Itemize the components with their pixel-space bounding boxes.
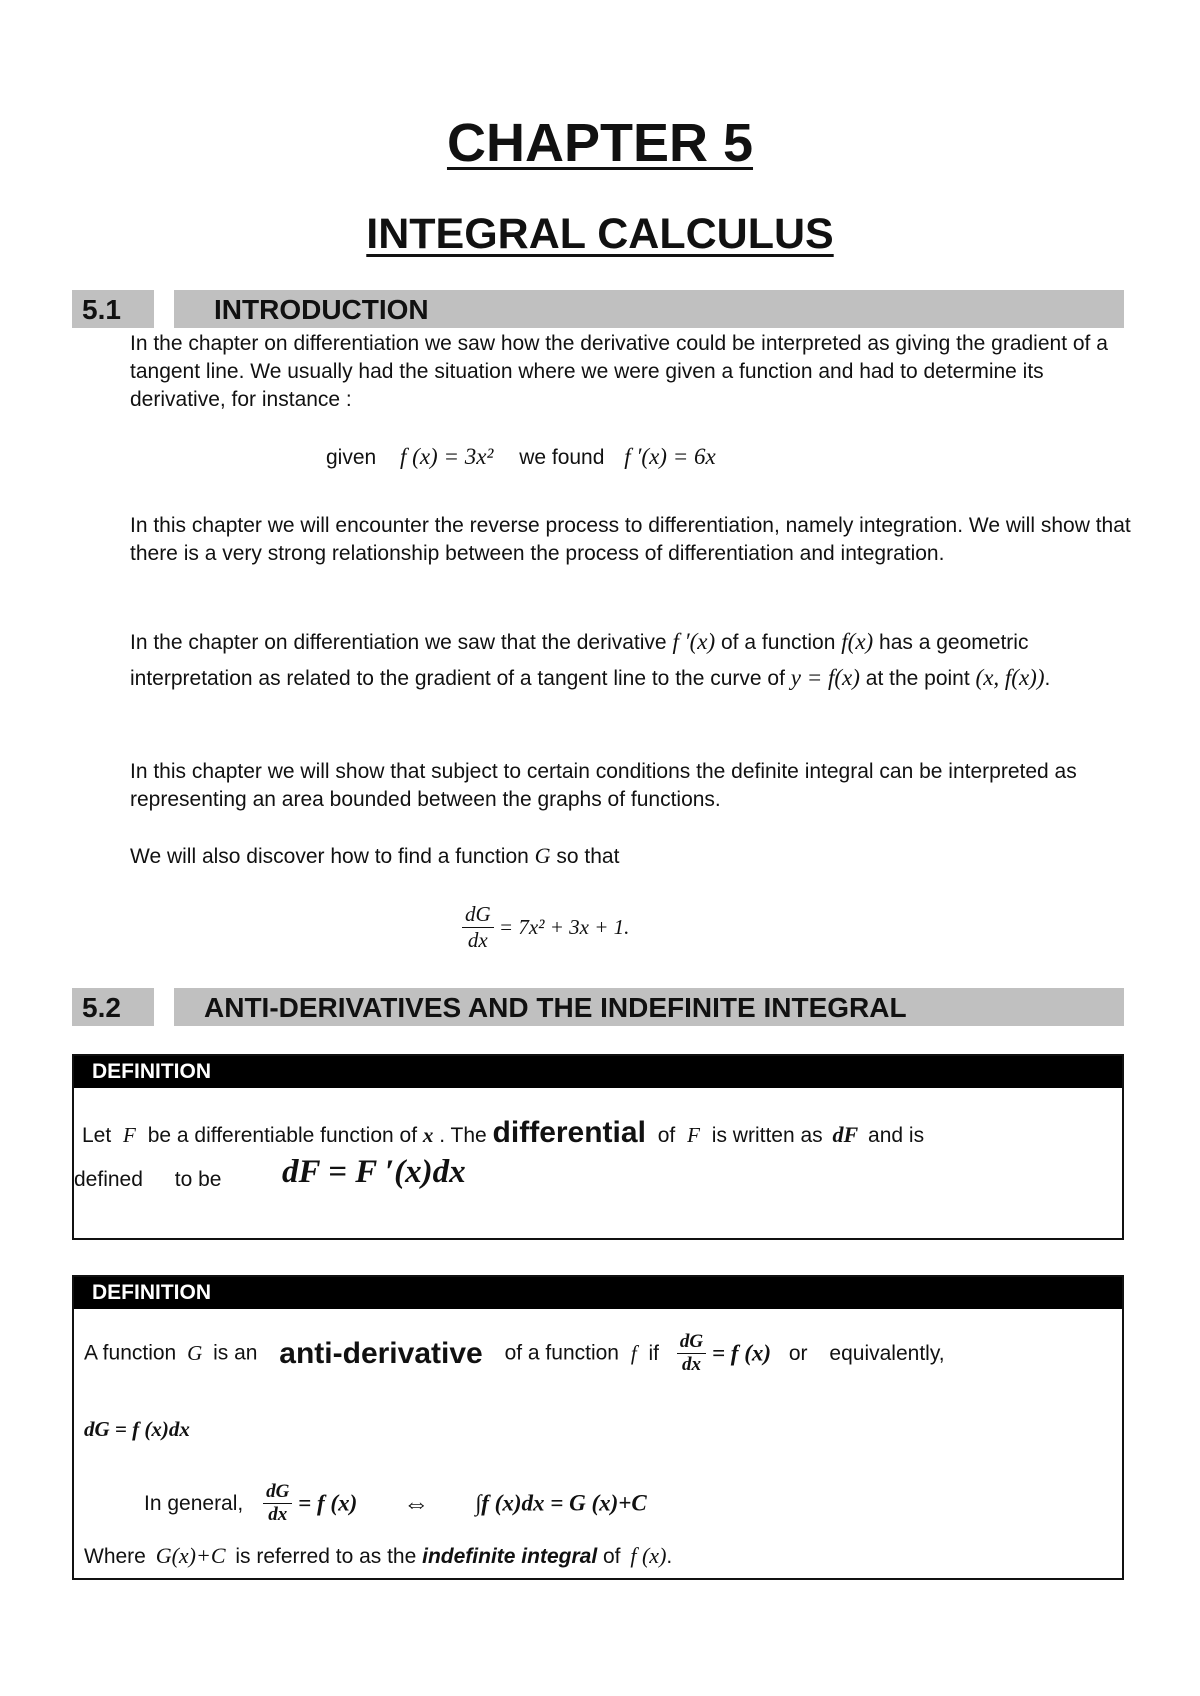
section-1-number: 5.1	[72, 290, 154, 328]
p3-text-d: at the point	[865, 667, 970, 690]
def2-fraction	[677, 1331, 706, 1376]
def2-where-d: .	[666, 1545, 673, 1568]
p3-text-e: .	[1044, 667, 1051, 690]
section-2-title: ANTI-DERIVATIVES AND THE INDEFINITE INTEGRAL	[174, 988, 1124, 1026]
def1-t1: Let	[82, 1124, 112, 1147]
def2-general-line	[144, 1481, 647, 1526]
def2-frac-numerator: dG	[677, 1331, 706, 1354]
def2-frac-denominator: dx	[681, 1354, 701, 1375]
def2-line-1	[84, 1331, 945, 1376]
subject-title: INTEGRAL CALCULUS	[366, 210, 834, 258]
eq2-fraction	[462, 902, 494, 953]
p3-text-b: of a function	[721, 631, 836, 654]
def2-G: G	[187, 1341, 203, 1365]
equation-given	[326, 444, 716, 470]
def2-general-label: In general,	[144, 1491, 244, 1515]
def1-t4: of	[657, 1124, 676, 1147]
intro-paragraph-5	[130, 842, 1140, 871]
def2-where-fx: f (x)	[630, 1543, 667, 1568]
eq2-denominator: dx	[467, 928, 488, 952]
definition-box-anti-derivative	[72, 1275, 1124, 1580]
eq2-rhs: = 7x² + 3x + 1.	[498, 915, 630, 939]
equation-dG-dx	[462, 902, 629, 953]
def1-keyword: differential	[492, 1116, 646, 1149]
def1-F2: F	[687, 1123, 700, 1147]
def1-t8: to be	[174, 1168, 222, 1191]
def2-integral: ∫f (x)dx = G (x)+C	[474, 1490, 647, 1516]
def2-where-b: is referred to as the	[235, 1545, 417, 1568]
definition-1-body	[74, 1088, 1122, 1238]
p3-fprime: f ′(x)	[672, 629, 716, 654]
chapter-title: CHAPTER 5	[446, 113, 754, 173]
def2-general-fraction	[263, 1481, 292, 1526]
def1-t2: be a differentiable function of	[147, 1124, 418, 1147]
p5-text-b: so that	[556, 845, 620, 868]
def2-t4: if	[648, 1341, 660, 1365]
def2-t6: equivalently,	[829, 1341, 945, 1365]
def1-F1: F	[123, 1123, 136, 1147]
eq-found-label: we found	[519, 446, 605, 469]
def2-t3: of a function	[504, 1341, 619, 1365]
def2-where-c: of	[603, 1545, 621, 1568]
def2-t2: is an	[213, 1341, 258, 1365]
section-2-number: 5.2	[72, 988, 154, 1026]
definition-2-header: DEFINITION	[74, 1277, 1122, 1309]
def2-iff-symbol: ⇔	[403, 1488, 430, 1518]
p3-text-c: has a geometric interpretation as related to the gradient of a tangent line to the curve of	[130, 631, 1029, 690]
def2-keyword: anti-derivative	[279, 1336, 483, 1370]
def2-where-expr: G(x)+C	[155, 1543, 226, 1568]
def1-line-1	[82, 1116, 924, 1150]
def2-gen-numerator: dG	[263, 1481, 292, 1504]
p3-curve: y = f(x)	[790, 665, 860, 690]
p3-point: (x, f(x))	[975, 665, 1045, 690]
p5-G: G	[534, 843, 551, 868]
def2-gen-denominator: dx	[268, 1504, 288, 1525]
def2-gen-rhs: = f (x)	[298, 1490, 358, 1516]
p3-fx: f(x)	[841, 629, 874, 654]
def2-t1: A function	[84, 1341, 177, 1365]
def1-t7: defined	[74, 1168, 143, 1191]
definition-2-body	[74, 1309, 1122, 1578]
p3-text-a: In the chapter on differentiation we saw that the derivative	[130, 631, 667, 654]
intro-paragraph-1: In the chapter on differentiation we saw how the derivative could be interpreted as giving the gradient of a tangent line. We usually had the situation where we were given a function and had to determine its derivative, for instance :	[130, 332, 1108, 411]
intro-paragraph-4: In this chapter we will show that subject to certain conditions the definite integral can be interpreted as representing an area bounded between the graphs of functions.	[130, 760, 1077, 811]
definition-1-header: DEFINITION	[74, 1056, 1122, 1088]
eq-given-lhs: f (x) = 3x²	[400, 444, 494, 469]
def1-t6: and is	[868, 1124, 925, 1147]
definition-box-differential	[72, 1054, 1124, 1240]
def1-dF: dF	[832, 1122, 859, 1147]
intro-paragraph-2: In this chapter we will encounter the reverse process to differentiation, namely integration. We will show that there is a very strong relationship between the process of differentiation and integration.	[130, 514, 1131, 565]
section-1-title: INTRODUCTION	[174, 290, 1124, 328]
def2-frac-rhs: = f (x)	[711, 1340, 772, 1366]
def1-line-2	[74, 1168, 221, 1192]
def2-eq-line: dG = f (x)dx	[84, 1417, 190, 1441]
def1-x: x	[422, 1123, 434, 1147]
def1-t3: . The	[439, 1124, 487, 1147]
eq2-numerator: dG	[462, 902, 494, 928]
def2-f: f	[630, 1341, 637, 1365]
intro-paragraph-3	[130, 624, 1140, 696]
eq-found-rhs: f ′(x) = 6x	[624, 444, 716, 469]
def1-formula: dF = F ′(x)dx	[282, 1154, 466, 1190]
def2-where-term: indefinite integral	[422, 1545, 598, 1568]
def2-where-line	[84, 1543, 672, 1569]
def2-t5: or	[788, 1341, 808, 1365]
def2-where-a: Where	[84, 1545, 146, 1568]
eq-given-label: given	[326, 446, 377, 469]
def1-t5: is written as	[711, 1124, 823, 1147]
p5-text-a: We will also discover how to find a function	[130, 845, 529, 868]
